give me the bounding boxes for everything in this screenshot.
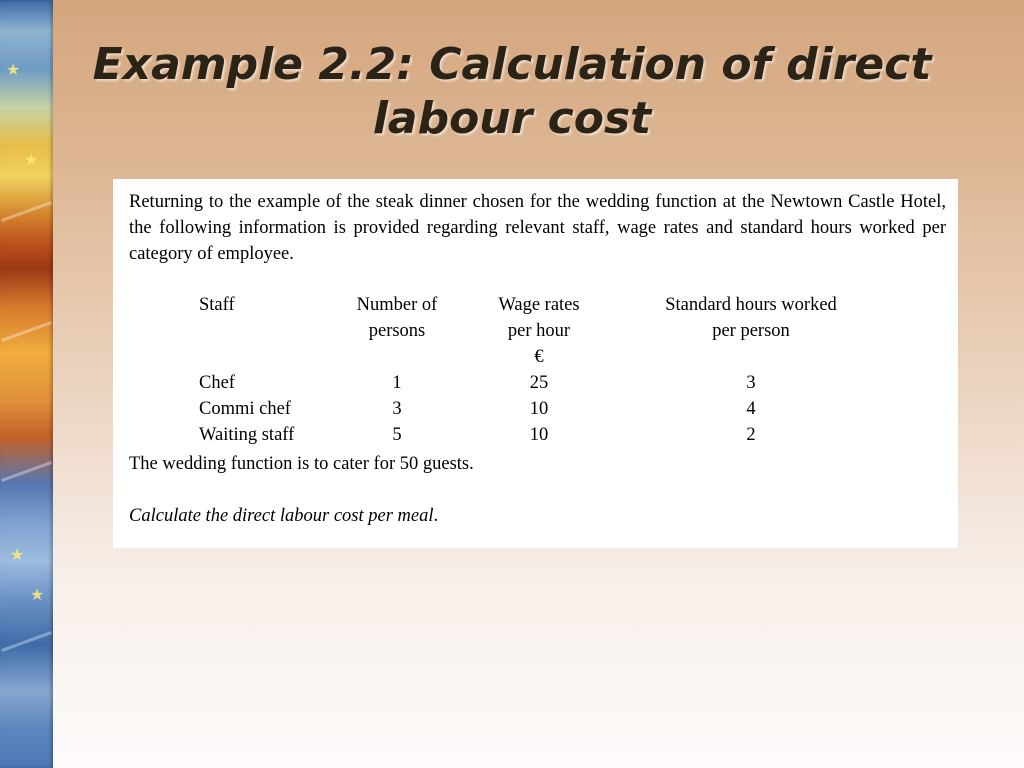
- decorative-band: [1, 201, 52, 222]
- cell-staff: Commi chef: [199, 399, 291, 419]
- table-row: [199, 370, 879, 396]
- cell-wage: 25: [529, 373, 549, 393]
- cell-wage: 10: [529, 399, 549, 419]
- header-number-of-persons: Number of persons: [356, 295, 438, 341]
- cell-persons: 5: [392, 425, 402, 445]
- table-header-row: [199, 292, 879, 370]
- staff-table: [199, 292, 879, 448]
- cell-wage: 10: [529, 425, 549, 445]
- task-question: Calculate the direct labour cost per meal.: [129, 506, 439, 526]
- cell-persons: 1: [392, 373, 402, 393]
- slide-title: Example 2.2: Calculation of direct labour cost: [92, 39, 932, 144]
- star-icon: ★: [24, 150, 39, 169]
- cell-staff: Waiting staff: [199, 425, 295, 445]
- star-icon: ★: [6, 60, 21, 79]
- decorative-banknote-strip: [0, 0, 53, 768]
- table-row: [199, 396, 879, 422]
- decorative-band: [1, 321, 52, 342]
- table-row: [199, 422, 879, 448]
- header-wage-rates: Wage rates per hour €: [498, 295, 580, 367]
- currency-symbol: €: [534, 347, 544, 367]
- header-staff: Staff: [199, 295, 235, 315]
- cell-persons: 3: [392, 399, 402, 419]
- cell-hours: 4: [746, 399, 756, 419]
- intro-paragraph: Returning to the example of the steak dinner chosen for the wedding function at the Newtown Castle Hotel, the following information is provided regarding relevant staff, wage rates and standard hours worked per category of employee.: [129, 192, 946, 264]
- star-icon: ★: [30, 585, 45, 604]
- decorative-band: [1, 631, 52, 652]
- decorative-band: [1, 461, 52, 482]
- guest-count-note: The wedding function is to cater for 50 guests.: [129, 454, 474, 474]
- cell-staff: Chef: [199, 373, 235, 393]
- cell-hours: 2: [746, 425, 756, 445]
- star-icon: ★: [10, 545, 25, 564]
- example-content-box: [113, 179, 958, 548]
- cell-hours: 3: [746, 373, 756, 393]
- header-standard-hours: Standard hours worked per person: [665, 295, 837, 341]
